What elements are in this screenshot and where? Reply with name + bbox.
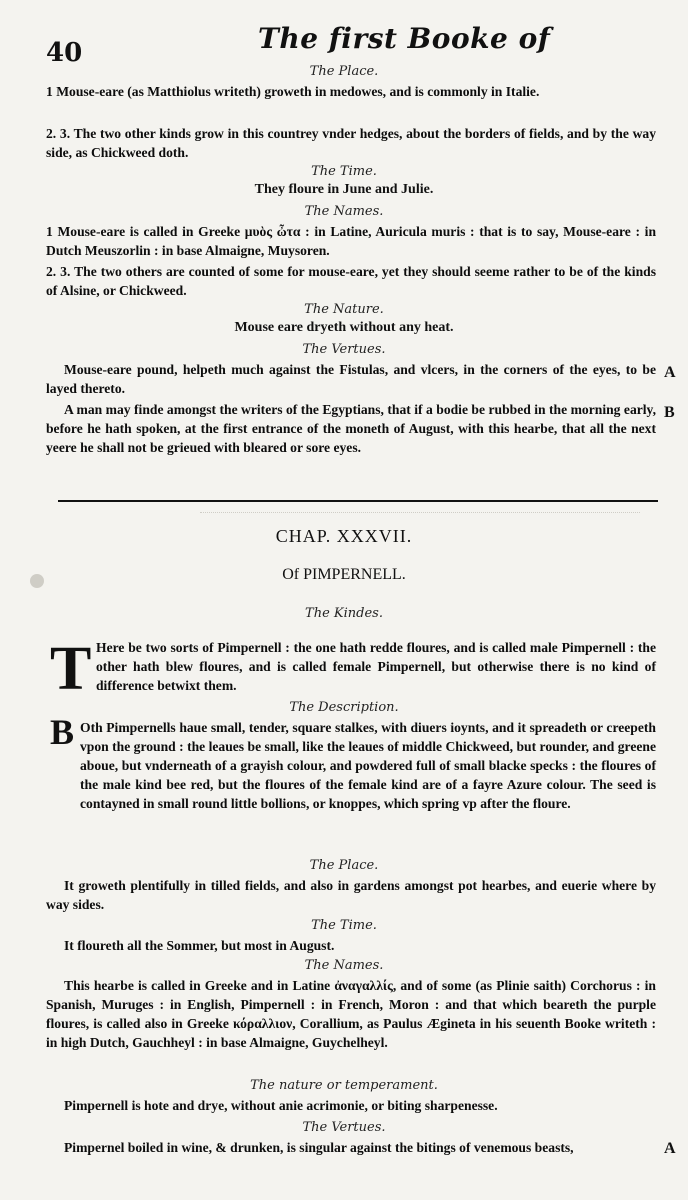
- page-number: 40: [46, 38, 83, 68]
- kindes-heading: The Kindes.: [305, 606, 383, 621]
- names-paragraph-2: 2. 3. The two others are counted of some for mouse-eare, yet they should seeme rather to be of the kinds of Alsine, or Chickweed.: [46, 264, 656, 298]
- kindes-paragraph: Here be two sorts of Pimpernell : the one hath redde floures, and is called male Pimpernell : the other hath blew floures, and is called female Pimpernell, but otherwise there is no kind of difference betwixt them.: [96, 640, 656, 693]
- vertues-heading: The Vertues.: [302, 342, 386, 357]
- drop-cap-t: T: [50, 635, 92, 703]
- time-heading-2: The Time.: [311, 918, 377, 933]
- nature-heading: The Nature.: [304, 302, 384, 317]
- margin-letter-a: A: [664, 364, 676, 381]
- place-paragraph-2: 2. 3. The two other kinds grow in this countrey vnder hedges, about the borders of fields, and by the way side, as Chickweed doth.: [46, 126, 656, 160]
- place-heading-2: The Place.: [309, 858, 379, 873]
- vertues-paragraph-2: A man may finde amongst the writers of the Egyptians, that if a bodie be rubbed in the morning early, before he hath spoken, at the first entrance of the moneth of August, with this hearbe, that all the next yeere he shall not be grieued with bleared or sore eyes.: [46, 402, 656, 455]
- names-paragraph: This hearbe is called in Greeke and in Latine ἀναγαλλίς, and of some (as Plinie saith) Corchorus : in Spanish, Muruges : in English, Pimpernell : in French, Moron : and that which beareth the purple floures, is called also in Greeke κόραλλιον, Corallium, as Paulus Ægineta in his seuenth Booke writeth : in high Dutch, Gauchheyl : in base Almaigne, Guychelheyl.: [46, 978, 656, 1050]
- time-paragraph: It floureth all the Sommer, but most in August.: [64, 938, 335, 953]
- place-heading: The Place.: [309, 64, 379, 79]
- names-heading: The Names.: [304, 204, 384, 219]
- place-paragraph-1: 1 Mouse-eare (as Matthiolus writeth) groweth in medowes, and is commonly in Italie.: [46, 84, 540, 99]
- nature-paragraph: Pimpernell is hote and drye, without anie acrimonie, or biting sharpenesse.: [64, 1098, 498, 1113]
- time-text: They floure in June and Julie.: [254, 182, 434, 197]
- margin-letter-a-2: A: [664, 1140, 676, 1157]
- place-paragraph: It groweth plentifully in tilled fields, and also in gardens amongst pot hearbes, and euerie where by way sides.: [46, 878, 656, 912]
- names-paragraph-1: 1 Mouse-eare is called in Greeke μυὸς ὦτα : in Latine, Auricula muris : that is to say, Mouse-eare : in Dutch Meuszorlin : in base Almaigne, Muysoren.: [46, 224, 656, 258]
- description-heading: The Description.: [289, 700, 399, 715]
- section-divider: [58, 500, 658, 502]
- nature-text: Mouse eare dryeth without any heat.: [234, 320, 454, 335]
- vertues-heading-2: The Vertues.: [302, 1120, 386, 1135]
- chapter-title: Of PIMPERNELL.: [282, 566, 406, 583]
- nature-heading-2: The nature or temperament.: [250, 1078, 438, 1093]
- running-title: The first Booke of: [258, 22, 551, 55]
- drop-cap-b: B: [50, 712, 75, 752]
- description-paragraph: Oth Pimpernells haue small, tender, square stalkes, with diuers ioynts, and it spreadeth or creepeth vpon the ground : the leaues be small, like the leaues of middle Chickweed, but rounder, and greene aboue, but vnderneath of a grayish colour, and powdered full of small blacke specks : the floures of the male kind bee red, but the floures of the female kind are of a fayre Azure colour. The seed is contayned in small round little bollions, or knoppes, which spring vp after the floure.: [80, 720, 656, 811]
- vertues-paragraph-1: Mouse-eare pound, helpeth much against the Fistulas, and vlcers, in the corners of the eyes, to be layed thereto.: [46, 362, 656, 396]
- vertues-paragraph: Pimpernel boiled in wine, & drunken, is singular against the bitings of venemous beasts,: [64, 1140, 574, 1155]
- margin-letter-b: B: [664, 404, 675, 421]
- names-heading-2: The Names.: [304, 958, 384, 973]
- time-heading: The Time.: [311, 164, 377, 179]
- chapter-number: CHAP. XXXVII.: [275, 526, 413, 546]
